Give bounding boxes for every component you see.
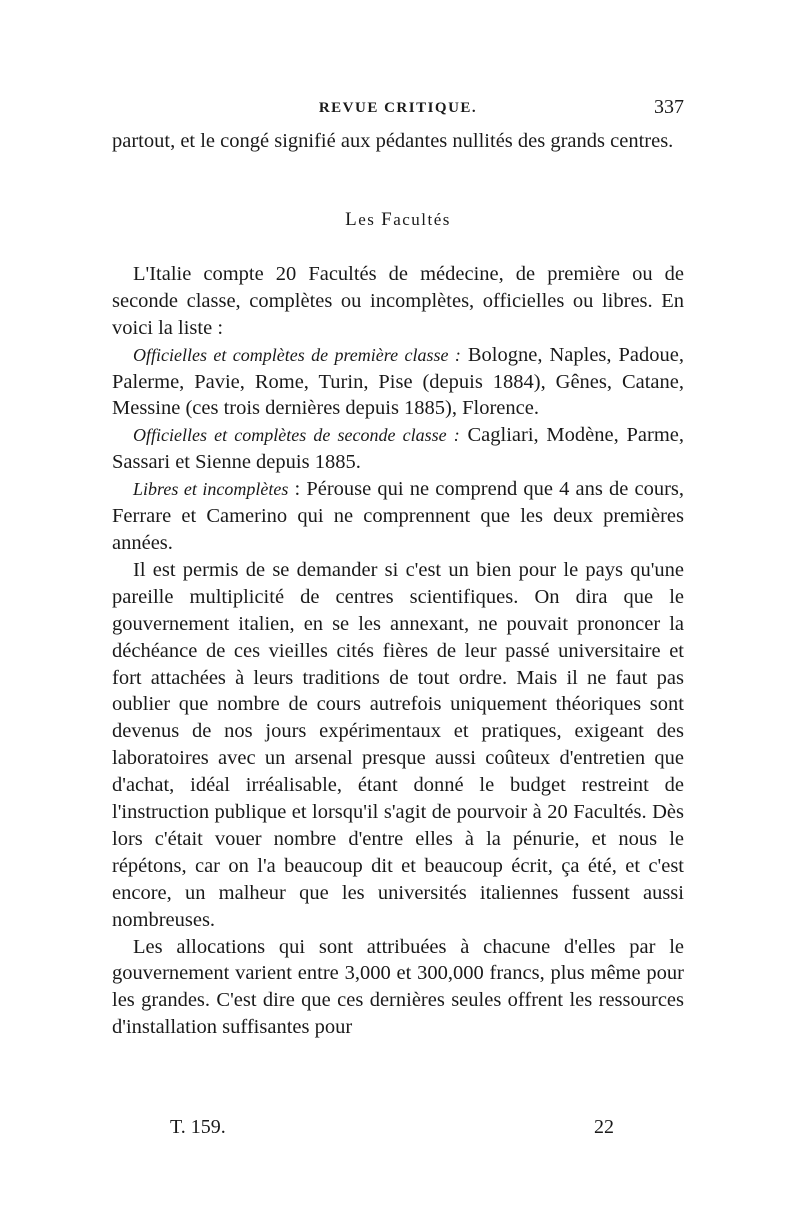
heading-initial-2: F (381, 208, 394, 230)
paragraph-free (112, 476, 684, 557)
sheet-number: 22 (594, 1116, 614, 1138)
heading-rest-1: es (358, 209, 382, 229)
paragraph-discussion: Il est permis de se demander si c'est un bien pour le pays qu'une pareille multiplicité de centres scientifiques. On dira que le gouvernement italien, en se les annexant, ne pouvait prononcer la déchéance de ces vieilles cités fières de leur passé universitaire et fort attachées à leurs traditions de tout ordre. Mais il ne faut pas oublier que nombre de cours autrefois uniquement théoriques sont devenus de nos jours expérimentaux et pratiques, exigeant des laboratoires avec un arsenal presque aussi coûteux d'entretien que d'achat, idéal irréalisable, étant donné le budget restreint de l'instruction publique et lorsqu'il s'agit de pourvoir à 20 Facultés. Dès lors c'était vouer nombre d'entre elles à la pénurie, et nous le répétons, car on l'a beaucoup dit et beaucoup écrit, ça été, et c'est encore, un malheur que les universités italiennes fussent aussi nombreuses. (112, 558, 684, 931)
page-number: 337 (654, 96, 684, 118)
second-class-label: Officielles et complètes de seconde classe : (133, 425, 460, 446)
section-heading (112, 207, 684, 233)
paragraph-continuation: partout, et le congé signifié aux pédantes nullités des grands centres. (112, 130, 674, 152)
heading-initial-1: L (345, 208, 359, 230)
free-label: Libres et incomplètes (133, 479, 289, 500)
first-class-label: Officielles et complètes de première classe : (133, 344, 461, 365)
free-text: : Pérouse qui ne comprend que 4 ans de cours, Ferrare et Camerino qui ne comprennent que les deux premières années. (112, 478, 684, 554)
heading-rest-2: acultés (393, 209, 451, 229)
page-footer (112, 1116, 684, 1146)
paragraph-second-class (112, 422, 684, 476)
paragraph-first-class (112, 342, 684, 423)
paragraph-allocations: Les allocations qui sont attribuées à chacune d'elles par le gouvernement varient entre 3,000 et 300,000 francs, plus même pour les grandes. C'est dire que ces dernières seules offrent les ressources d'installation suffisantes pour (112, 935, 684, 1039)
paragraph-intro: L'Italie compte 20 Facultés de médecine, de première ou de seconde classe, complètes ou incomplètes, officielles ou libres. En voici la liste : (112, 262, 684, 339)
signature-mark: T. 159. (170, 1116, 226, 1138)
running-title: REVUE CRITIQUE. (318, 100, 478, 116)
body-text (112, 128, 684, 1041)
second-class-text: Cagliari, Modène, Parme, Sassari et Sienne depuis 1885. (112, 424, 684, 474)
running-header (112, 96, 684, 122)
first-class-text: Bologne, Naples, Padoue, Palerme, Pavie, Rome, Turin, Pise (depuis 1884), Gênes, Catane, Messine (ces trois dernières depuis 1885), Florence. (112, 343, 684, 420)
